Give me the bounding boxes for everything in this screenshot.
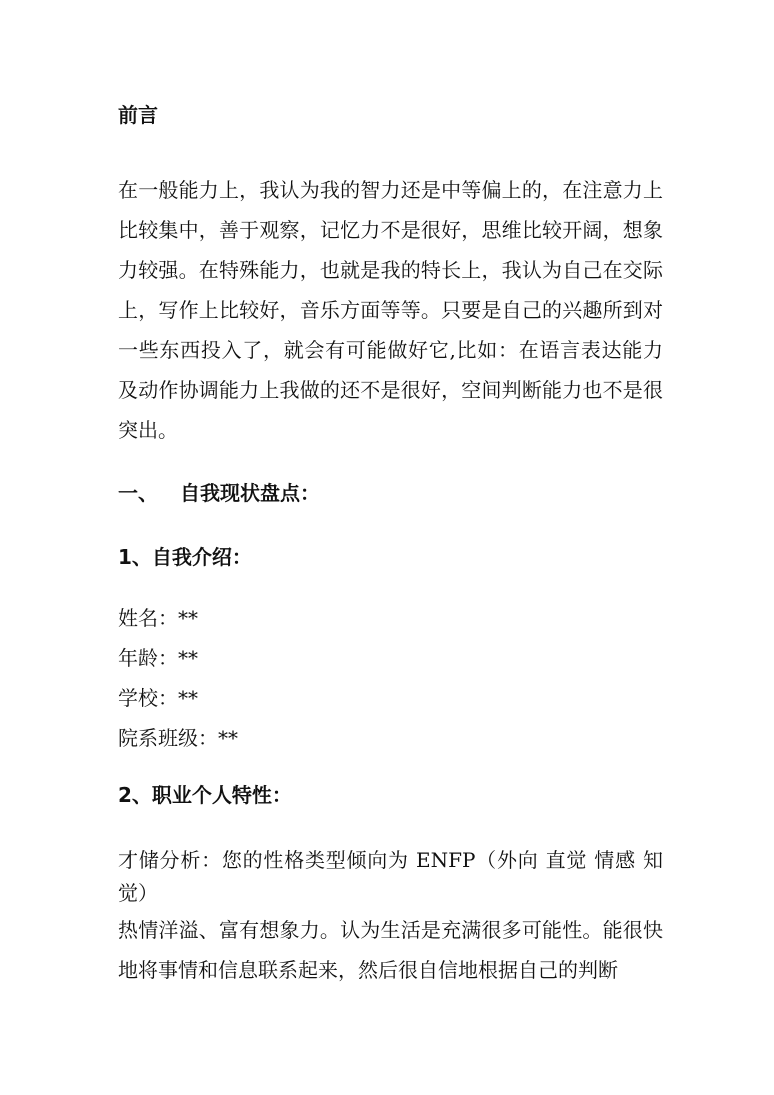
intro-name: 姓名：** [118,606,198,630]
intro-age: 年龄：** [118,646,198,670]
section-number: 一、 [118,481,158,505]
analysis-paragraph: 才储分析：您的性格类型倾向为 ENFP（外向 直觉 情感 知觉） [118,848,663,905]
preface-title: 前言 [118,103,158,127]
document-page [118,100,663,990]
section-heading-self-assessment [118,478,663,508]
intro-school: 学校：** [118,686,198,710]
intro-class: 院系班级：** [118,726,238,750]
trait-paragraph: 热情洋溢、富有想象力。认为生活是充满很多可能性。能很快地将事情和信息联系起来，然后很自信地根据自己的判断 [118,918,663,982]
section-title: 自我现状盘点： [180,481,320,505]
subheading-self-introduction: 1、自我介绍： [118,545,252,569]
subheading-career-traits: 2、职业个人特性： [118,783,292,807]
preface-paragraph: 在一般能力上，我认为我的智力还是中等偏上的，在注意力上比较集中，善于观察，记忆力不是很好，思维比较开阔，想象力较强。在特殊能力，也就是我的特长上，我认为自己在交际上，写作上比较好，音乐方面等等。只要是自己的兴趣所到对一些东西投入了，就会有可能做好它,比如：在语言表达能力及动作协调能力上我做的还不是很好，空间判断能力也不是很突出。 [118,178,663,442]
